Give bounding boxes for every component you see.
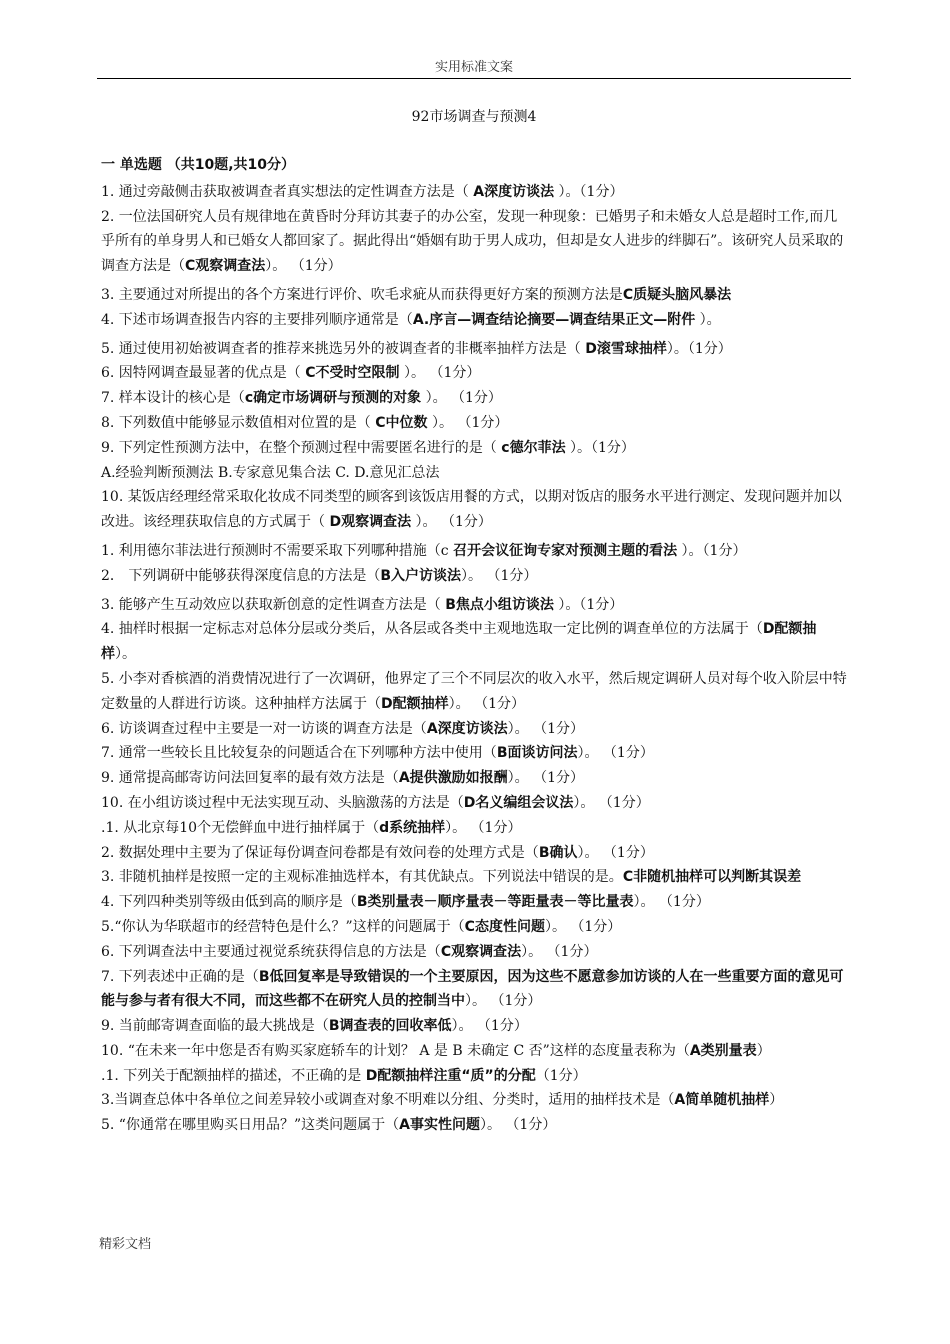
question-suffix: ）。 （1分）	[265, 258, 342, 275]
question-text: 4. 抽样时根据一定标志对总体分层或分类后，从各层或各类中主观地选取一定比例的调查单位的方法属于（	[101, 621, 763, 638]
question-item	[101, 411, 851, 436]
question-suffix: ）。（1分）	[666, 340, 732, 357]
question-text: .1. 下列关于配额抽样的描述，不正确的是	[101, 1067, 366, 1084]
question-item	[101, 617, 851, 667]
answer-text: D名义编组会议法	[463, 794, 574, 811]
question-text: 3. 能够产生互动效应以获取新创意的定性调查方法是（	[101, 596, 446, 613]
question-item	[101, 1014, 851, 1039]
answer-text: C质疑头脑风暴法	[622, 286, 732, 303]
section-heading	[101, 153, 851, 178]
question-text: 9. 当前邮寄调查面临的最大挑战是（	[101, 1018, 329, 1035]
question-text: 9. 下列定性预测方法中，在整个预测过程中需要匿名进行的是（	[101, 439, 502, 456]
question-item	[101, 915, 851, 940]
question-item	[101, 1088, 851, 1113]
question-item	[101, 766, 851, 791]
question-text: .1. 从北京每10个无偿鲜血中进行抽样属于（	[101, 819, 380, 836]
question-item	[101, 436, 851, 461]
question-text: 7. 通常一些较长且比较复杂的问题适合在下列哪种方法中使用（	[101, 745, 497, 762]
answer-text: c确定市场调研与预测的对象	[244, 390, 422, 407]
question-suffix: ）。 （1分）	[521, 943, 598, 960]
question-item	[101, 1064, 851, 1089]
question-text: 3. 主要通过对所提出的各个方案进行评价、吹毛求疵从而获得更好方案的预测方法是	[101, 286, 623, 303]
question-text: 3. 非随机抽样是按照一定的主观标准抽选样本，有其优缺点。下列说法中错误的是。	[101, 869, 623, 886]
question-item	[101, 841, 851, 866]
question-text: 3.当调查总体中各单位之间差异较小或调查对象不明难以分组、分类时，适用的抽样技术是（	[101, 1092, 675, 1109]
question-text: 10. 某饭店经理经常采取化妆成不同类型的顾客到该饭店用餐的方式，以期对饭店的服务水平进行测定、发现问题并加以改进。该经理获取信息的方式属于（	[101, 489, 842, 531]
question-text: 6. 因特网调查最显著的优点是（	[101, 365, 306, 382]
page-footer: 精彩文档	[99, 1237, 152, 1252]
question-text: 1. 通过旁敲侧击获取被调查者真实想法的定性调查方法是（	[101, 183, 474, 200]
answer-text: d系统抽样	[379, 819, 446, 836]
answer-text: C中位数	[375, 414, 428, 431]
question-text: 1. 利用德尔菲法进行预测时不需要采取下列哪种措施（c	[101, 542, 454, 559]
question-text: 4. 下列四种类别等级由低到高的顺序是（	[101, 894, 357, 911]
answer-text: A提供激励如报酬	[398, 770, 508, 787]
question-text: 6. 访谈调查过程中主要是一对一访谈的调查方法是（	[101, 720, 427, 737]
question-item	[101, 308, 851, 333]
question-item	[101, 485, 851, 535]
question-suffix: ）。（1分）	[565, 439, 635, 456]
question-text: 5.“你认为华联超市的经营特色是什么？”这样的问题属于（	[101, 918, 465, 935]
section-count: （共10题,共10分）	[166, 157, 296, 173]
answer-text: D配额抽样注重“质”的分配	[365, 1067, 536, 1084]
question-text: 5. 通过使用初始被调查者的推荐来挑选另外的被调查者的非概率抽样方法是（	[101, 340, 586, 357]
question-list	[101, 180, 851, 1138]
document-title: 92市场调查与预测4	[411, 109, 537, 125]
answer-text: B确认	[538, 844, 578, 861]
question-suffix: ）。 （1分）	[451, 1018, 528, 1035]
answer-text: D配额抽样	[381, 695, 449, 712]
question-suffix: （1分）	[535, 1067, 587, 1084]
answer-text: C非随机抽样可以判断其误差	[622, 869, 802, 886]
question-item	[101, 361, 851, 386]
question-item	[101, 717, 851, 742]
question-text: 5. “你通常在哪里购买日用品？”这类问题属于（	[101, 1117, 400, 1134]
question-text: 2． 下列调研中能够获得深度信息的方法是（	[101, 567, 381, 584]
answer-text: A.序言—调查结论摘要—调查结果正文—附件	[412, 311, 696, 328]
section-label: 一 单选题	[101, 157, 162, 173]
answer-text: B调查表的回收率低	[328, 1018, 452, 1035]
question-text: 4. 下述市场调查报告内容的主要排列顺序通常是（	[101, 311, 413, 328]
question-item	[101, 283, 851, 308]
question-item	[101, 205, 851, 279]
question-suffix: ）。 （1分）	[573, 794, 650, 811]
answer-text: C态度性问题	[464, 918, 545, 935]
question-item	[101, 539, 851, 564]
question-suffix: ）。 （1分）	[507, 770, 585, 787]
question-item	[101, 965, 851, 1015]
question-item	[101, 1039, 851, 1064]
question-text: 7. 样本设计的核心是（	[101, 390, 245, 407]
answer-text: B低回复率是导致错误的一个主要原因，因为这些不愿意参加访谈的人在一些重要方面的意见可能与参与者有很大不同，而这些都不在研究人员的控制当中	[101, 968, 844, 1010]
question-text: 9. 通常提高邮寄访问法回复率的最有效方法是（	[101, 770, 399, 787]
question-suffix: ）。 （1分）	[411, 514, 492, 531]
question-suffix: ）。 （1分）	[465, 993, 542, 1010]
answer-text: A类别量表	[689, 1042, 757, 1059]
question-text: 6. 下列调查法中主要通过视觉系统获得信息的方法是（	[101, 943, 441, 960]
question-suffix: ）。 （1分）	[633, 894, 710, 911]
answer-text: B入户访谈法	[380, 567, 462, 584]
answer-text: C观察调查法	[185, 258, 266, 275]
question-text: 10. “在未来一年中您是否有购买家庭轿车的计划？ A 是 B 未确定 C 否”这样的态度量表称为（	[101, 1042, 690, 1059]
question-item	[101, 791, 851, 816]
question-item	[101, 337, 851, 362]
question-item	[101, 816, 851, 841]
question-suffix: ）。 （1分）	[448, 695, 525, 712]
question-text: 8. 下列数值中能够显示数值相对位置的是（	[101, 414, 376, 431]
answer-text: c德尔菲法	[501, 439, 566, 456]
question-item	[101, 865, 851, 890]
answer-text: A简单随机抽样	[674, 1092, 770, 1109]
question-text: 7. 下列表述中正确的是（	[101, 968, 259, 985]
question-text: A.经验判断预测法 B.专家意见集合法 C. D.意见汇总法	[101, 464, 440, 481]
question-text: 5. 小李对香槟酒的消费情况进行了一次调研，他界定了三个不同层次的收入水平，然后规定调研人员对每个收入阶层中特定数量的人群进行访谈。这种抽样方法属于（	[101, 670, 847, 712]
question-suffix: ）	[769, 1092, 784, 1109]
question-suffix: ）。 （1分）	[479, 1117, 557, 1134]
answer-text: C不受时空限制	[305, 365, 400, 382]
answer-text: B焦点小组访谈法	[445, 596, 554, 613]
question-item	[101, 593, 851, 618]
answer-text: A深度访谈法	[473, 183, 555, 200]
question-item	[101, 890, 851, 915]
question-item	[101, 180, 851, 205]
question-suffix: ）。 （1分）	[544, 918, 622, 935]
answer-text: 召开会议征询专家对预测主题的看法	[453, 542, 678, 559]
question-suffix: ）	[756, 1042, 771, 1059]
question-item	[101, 940, 851, 965]
question-suffix: ）。	[695, 311, 721, 328]
question-text: 2. 一位法国研究人员有规律地在黄昏时分拜访其妻子的办公室，发现一种现象：已婚男子和未婚女人总是超时工作,而几乎所有的单身男人和已婚女人都回家了。据此得出“婚姻有助于男人成功，但却是女人进步的绊脚石”。该研究人员采取的调查方法是（	[101, 208, 844, 275]
question-suffix: ）。	[115, 646, 136, 663]
question-suffix: ）。 （1分）	[421, 390, 502, 407]
answer-text: B类别量表－顺序量表－等距量表－等比量表	[356, 894, 634, 911]
question-item	[101, 667, 851, 717]
question-suffix: ）。（1分）	[553, 596, 624, 613]
question-text: 10. 在小组访谈过程中无法实现互动、头脑激荡的方法是（	[101, 794, 464, 811]
question-suffix: ）。 （1分）	[427, 414, 509, 431]
answer-text: D滚雪球抽样	[585, 340, 667, 357]
question-item	[101, 386, 851, 411]
question-text: 2. 数据处理中主要为了保证每份调查问卷都是有效问卷的处理方式是（	[101, 844, 539, 861]
question-suffix: ）。 （1分）	[445, 819, 522, 836]
question-suffix: ）。 （1分）	[577, 745, 654, 762]
question-item	[101, 461, 851, 486]
answer-text: B面谈访问法	[496, 745, 578, 762]
question-item	[101, 1113, 851, 1138]
answer-text: D配额抽样	[101, 621, 817, 663]
page-header: 实用标准文案	[97, 56, 851, 79]
document-body	[101, 153, 851, 1138]
answer-text: A深度访谈法	[426, 720, 508, 737]
question-suffix: ）。 （1分）	[577, 844, 654, 861]
answer-text: C观察调查法	[440, 943, 522, 960]
answer-text: A事实性问题	[399, 1117, 480, 1134]
answer-text: D观察调查法	[329, 514, 412, 531]
question-suffix: ）。 （1分）	[461, 567, 538, 584]
question-suffix: ）。（1分）	[677, 542, 747, 559]
question-item	[101, 741, 851, 766]
question-suffix: ）。 （1分）	[399, 365, 481, 382]
question-suffix: ）。 （1分）	[507, 720, 585, 737]
question-suffix: ）。（1分）	[554, 183, 624, 200]
question-item	[101, 564, 851, 589]
